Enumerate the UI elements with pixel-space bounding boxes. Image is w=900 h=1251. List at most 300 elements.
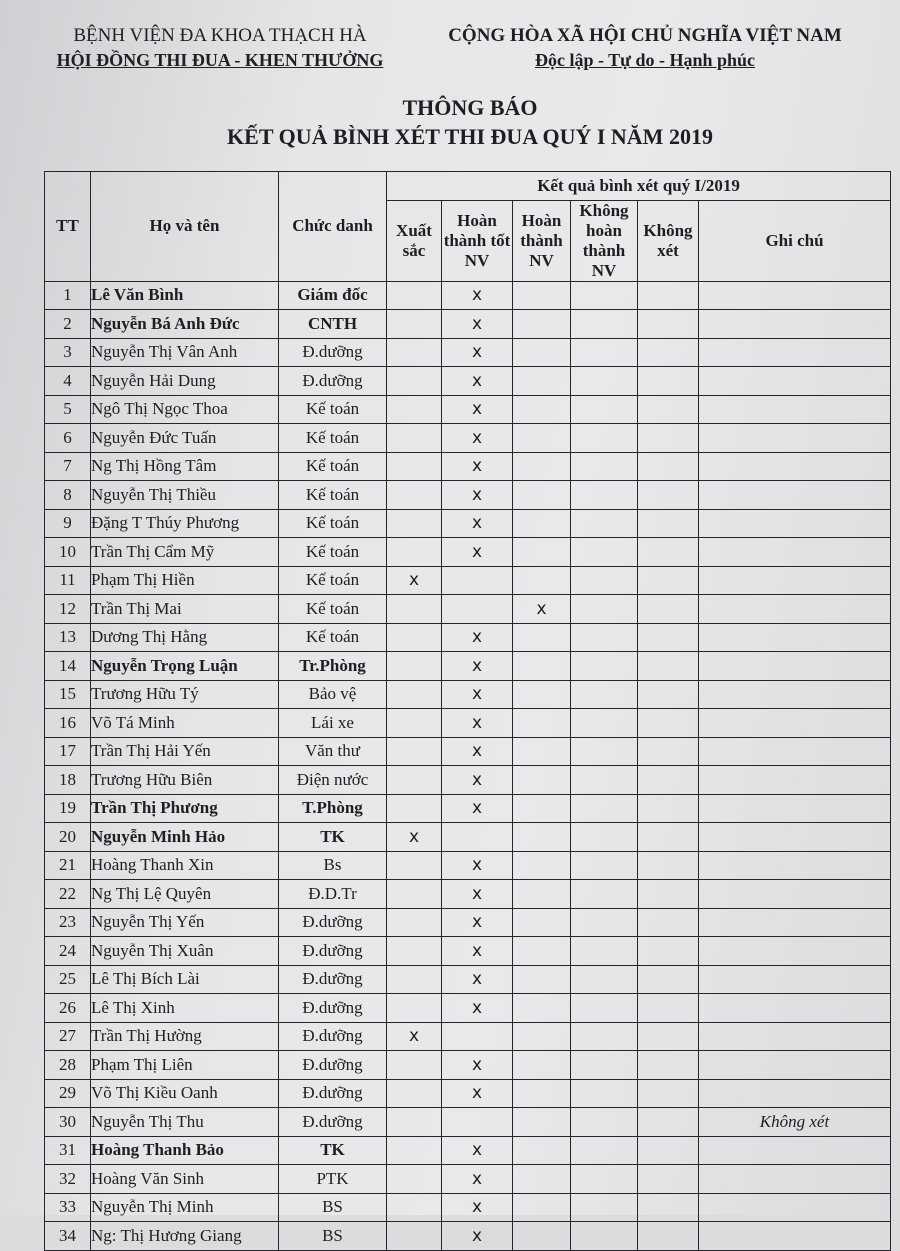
- row-number: 25: [45, 965, 91, 994]
- mark-excellent: [387, 395, 442, 424]
- mark-good: x: [442, 965, 513, 994]
- mark-complete: [513, 424, 571, 453]
- mark-complete: [513, 1022, 571, 1051]
- job-title: Kế toán: [279, 566, 387, 595]
- job-title: CNTH: [279, 310, 387, 339]
- col-header-good: Hoàn thành tốt NV: [442, 200, 513, 281]
- mark-complete: [513, 937, 571, 966]
- mark-not-assessed: [638, 310, 699, 339]
- mark-excellent: x: [387, 823, 442, 852]
- table-row: [45, 1022, 891, 1051]
- job-title: Đ.dưỡng: [279, 338, 387, 367]
- mark-good: x: [442, 538, 513, 567]
- row-number: 17: [45, 737, 91, 766]
- mark-not-assessed: [638, 680, 699, 709]
- mark-not-assessed: [638, 794, 699, 823]
- mark-complete: [513, 880, 571, 909]
- note-cell: [699, 1136, 891, 1165]
- mark-incomplete: [571, 281, 638, 310]
- job-title: Kế toán: [279, 452, 387, 481]
- col-header-name: Họ và tên: [91, 172, 279, 282]
- row-number: 10: [45, 538, 91, 567]
- country-name: CỘNG HÒA XÃ HỘI CHỦ NGHĨA VIỆT NAM: [448, 25, 842, 46]
- job-title: TK: [279, 1136, 387, 1165]
- national-motto: Độc lập - Tự do - Hạnh phúc: [534, 50, 756, 70]
- note-cell: [699, 481, 891, 510]
- mark-excellent: x: [387, 566, 442, 595]
- job-title: PTK: [279, 1165, 387, 1194]
- mark-excellent: [387, 595, 442, 624]
- table-row: [45, 823, 891, 852]
- note-cell: [699, 623, 891, 652]
- mark-incomplete: [571, 737, 638, 766]
- employee-name: Trần Thị Hải Yến: [91, 737, 279, 766]
- mark-incomplete: [571, 880, 638, 909]
- table-row: [45, 367, 891, 396]
- mark-incomplete: [571, 1022, 638, 1051]
- row-number: 23: [45, 908, 91, 937]
- note-cell: [699, 367, 891, 396]
- employee-name: Ngô Thị Ngọc Thoa: [91, 395, 279, 424]
- mark-incomplete: [571, 1108, 638, 1137]
- mark-incomplete: [571, 851, 638, 880]
- employee-name: Phạm Thị Hiền: [91, 566, 279, 595]
- mark-complete: [513, 965, 571, 994]
- mark-not-assessed: [638, 395, 699, 424]
- table-row: [45, 766, 891, 795]
- mark-excellent: [387, 1108, 442, 1137]
- note-cell: [699, 509, 891, 538]
- mark-good: x: [442, 623, 513, 652]
- mark-excellent: [387, 994, 442, 1023]
- mark-not-assessed: [638, 965, 699, 994]
- employee-name: Trần Thị Mai: [91, 595, 279, 624]
- mark-excellent: [387, 1051, 442, 1080]
- row-number: 29: [45, 1079, 91, 1108]
- job-title: BS: [279, 1222, 387, 1251]
- note-cell: [699, 737, 891, 766]
- table-row: [45, 908, 891, 937]
- note-cell: [699, 1079, 891, 1108]
- mark-incomplete: [571, 481, 638, 510]
- council-name: HỘI ĐỒNG THI ĐUA - KHEN THƯỞNG: [56, 50, 384, 70]
- mark-good: x: [442, 994, 513, 1023]
- mark-incomplete: [571, 1136, 638, 1165]
- mark-not-assessed: [638, 994, 699, 1023]
- mark-incomplete: [571, 1051, 638, 1080]
- mark-incomplete: [571, 395, 638, 424]
- notice-title: [0, 94, 900, 152]
- table-row: [45, 1136, 891, 1165]
- employee-name: Phạm Thị Liên: [91, 1051, 279, 1080]
- mark-not-assessed: [638, 823, 699, 852]
- mark-complete: [513, 367, 571, 396]
- col-header-note: Ghi chú: [699, 200, 891, 281]
- row-number: 24: [45, 937, 91, 966]
- mark-excellent: x: [387, 1022, 442, 1051]
- employee-name: Lê Thị Bích Lài: [91, 965, 279, 994]
- row-number: 3: [45, 338, 91, 367]
- mark-incomplete: [571, 338, 638, 367]
- table-body: [45, 281, 891, 1250]
- mark-excellent: [387, 851, 442, 880]
- job-title: Kế toán: [279, 509, 387, 538]
- job-title: Đ.dưỡng: [279, 1022, 387, 1051]
- mark-good: x: [442, 367, 513, 396]
- row-number: 12: [45, 595, 91, 624]
- mark-complete: [513, 709, 571, 738]
- employee-name: Nguyễn Minh Hảo: [91, 823, 279, 852]
- mark-excellent: [387, 481, 442, 510]
- job-title: Đ.dưỡng: [279, 1108, 387, 1137]
- employee-name: Trương Hữu Biên: [91, 766, 279, 795]
- mark-good: x: [442, 1051, 513, 1080]
- mark-not-assessed: [638, 538, 699, 567]
- table-row: [45, 652, 891, 681]
- row-number: 15: [45, 680, 91, 709]
- row-number: 6: [45, 424, 91, 453]
- mark-complete: [513, 908, 571, 937]
- table-row: [45, 880, 891, 909]
- mark-incomplete: [571, 908, 638, 937]
- mark-excellent: [387, 509, 442, 538]
- table-row: [45, 851, 891, 880]
- mark-good: [442, 823, 513, 852]
- mark-good: x: [442, 1136, 513, 1165]
- table-row: [45, 538, 891, 567]
- mark-excellent: [387, 766, 442, 795]
- job-title: Đ.dưỡng: [279, 937, 387, 966]
- job-title: TK: [279, 823, 387, 852]
- mark-good: x: [442, 766, 513, 795]
- employee-name: Lê Văn Bình: [91, 281, 279, 310]
- job-title: Kế toán: [279, 538, 387, 567]
- note-cell: [699, 880, 891, 909]
- employee-name: Nguyễn Bá Anh Đức: [91, 310, 279, 339]
- mark-not-assessed: [638, 509, 699, 538]
- employee-name: Nguyễn Thị Minh: [91, 1193, 279, 1222]
- row-number: 4: [45, 367, 91, 396]
- table-row: [45, 452, 891, 481]
- note-cell: [699, 281, 891, 310]
- mark-incomplete: [571, 1165, 638, 1194]
- table-row: [45, 481, 891, 510]
- mark-good: [442, 1022, 513, 1051]
- mark-excellent: [387, 965, 442, 994]
- employee-name: Nguyễn Thị Thu: [91, 1108, 279, 1137]
- job-title: Kế toán: [279, 424, 387, 453]
- mark-good: x: [442, 1222, 513, 1251]
- employee-name: Trần Thị Phương: [91, 794, 279, 823]
- row-number: 32: [45, 1165, 91, 1194]
- mark-complete: [513, 994, 571, 1023]
- job-title: Đ.D.Tr: [279, 880, 387, 909]
- mark-incomplete: [571, 1222, 638, 1251]
- table-row: [45, 566, 891, 595]
- job-title: Đ.dưỡng: [279, 908, 387, 937]
- job-title: Kế toán: [279, 623, 387, 652]
- note-cell: [699, 994, 891, 1023]
- job-title: Kế toán: [279, 595, 387, 624]
- table-row: [45, 1051, 891, 1080]
- employee-name: Đặng T Thúy Phương: [91, 509, 279, 538]
- mark-incomplete: [571, 766, 638, 795]
- employee-name: Trần Thị Hường: [91, 1022, 279, 1051]
- row-number: 28: [45, 1051, 91, 1080]
- job-title: Điện nước: [279, 766, 387, 795]
- mark-excellent: [387, 737, 442, 766]
- mark-not-assessed: [638, 338, 699, 367]
- note-cell: Không xét: [699, 1108, 891, 1137]
- table-row: [45, 1079, 891, 1108]
- mark-excellent: [387, 680, 442, 709]
- mark-not-assessed: [638, 1051, 699, 1080]
- note-cell: [699, 680, 891, 709]
- results-table: [44, 171, 891, 1251]
- note-cell: [699, 566, 891, 595]
- mark-excellent: [387, 1193, 442, 1222]
- mark-excellent: [387, 709, 442, 738]
- row-number: 1: [45, 281, 91, 310]
- row-number: 34: [45, 1222, 91, 1251]
- col-header-tt: TT: [45, 172, 91, 282]
- mark-not-assessed: [638, 652, 699, 681]
- table-row: [45, 994, 891, 1023]
- mark-good: [442, 566, 513, 595]
- mark-excellent: [387, 1165, 442, 1194]
- mark-good: [442, 595, 513, 624]
- mark-not-assessed: [638, 1079, 699, 1108]
- mark-excellent: [387, 367, 442, 396]
- job-title: T.Phòng: [279, 794, 387, 823]
- job-title: Lái xe: [279, 709, 387, 738]
- mark-complete: [513, 566, 571, 595]
- table-row: [45, 1222, 891, 1251]
- mark-incomplete: [571, 367, 638, 396]
- employee-name: Nguyễn Thị Vân Anh: [91, 338, 279, 367]
- mark-excellent: [387, 452, 442, 481]
- note-cell: [699, 424, 891, 453]
- job-title: Bs: [279, 851, 387, 880]
- mark-incomplete: [571, 509, 638, 538]
- mark-complete: [513, 1165, 571, 1194]
- employee-name: Dương Thị Hằng: [91, 623, 279, 652]
- employee-name: Ng Thị Lệ Quyên: [91, 880, 279, 909]
- mark-excellent: [387, 281, 442, 310]
- job-title: Đ.dưỡng: [279, 965, 387, 994]
- mark-good: x: [442, 395, 513, 424]
- mark-complete: [513, 1136, 571, 1165]
- row-number: 33: [45, 1193, 91, 1222]
- mark-not-assessed: [638, 908, 699, 937]
- note-cell: [699, 851, 891, 880]
- mark-incomplete: [571, 937, 638, 966]
- mark-complete: [513, 794, 571, 823]
- row-number: 8: [45, 481, 91, 510]
- mark-complete: [513, 623, 571, 652]
- mark-good: x: [442, 709, 513, 738]
- mark-not-assessed: [638, 367, 699, 396]
- row-number: 9: [45, 509, 91, 538]
- table-row: [45, 338, 891, 367]
- row-number: 21: [45, 851, 91, 880]
- job-title: Kế toán: [279, 481, 387, 510]
- mark-incomplete: [571, 994, 638, 1023]
- mark-complete: [513, 310, 571, 339]
- mark-complete: [513, 1222, 571, 1251]
- row-number: 31: [45, 1136, 91, 1165]
- title-line-2: KẾT QUẢ BÌNH XÉT THI ĐUA QUÝ I NĂM 2019: [227, 124, 713, 149]
- mark-not-assessed: [638, 851, 699, 880]
- mark-complete: [513, 737, 571, 766]
- note-cell: [699, 1022, 891, 1051]
- row-number: 7: [45, 452, 91, 481]
- hospital-name: BỆNH VIỆN ĐA KHOA THẠCH HÀ: [73, 25, 367, 46]
- mark-incomplete: [571, 538, 638, 567]
- row-number: 27: [45, 1022, 91, 1051]
- mark-not-assessed: [638, 595, 699, 624]
- mark-incomplete: [571, 566, 638, 595]
- mark-complete: [513, 481, 571, 510]
- job-title: Văn thư: [279, 737, 387, 766]
- mark-not-assessed: [638, 766, 699, 795]
- job-title: Đ.dưỡng: [279, 1079, 387, 1108]
- mark-excellent: [387, 338, 442, 367]
- mark-good: x: [442, 424, 513, 453]
- employee-name: Võ Thị Kiều Oanh: [91, 1079, 279, 1108]
- mark-complete: [513, 281, 571, 310]
- mark-good: x: [442, 937, 513, 966]
- mark-good: x: [442, 737, 513, 766]
- employee-name: Nguyễn Thị Thiều: [91, 481, 279, 510]
- mark-excellent: [387, 1079, 442, 1108]
- job-title: Bảo vệ: [279, 680, 387, 709]
- row-number: 22: [45, 880, 91, 909]
- col-header-excellent: Xuất sắc: [387, 200, 442, 281]
- row-number: 26: [45, 994, 91, 1023]
- mark-good: x: [442, 652, 513, 681]
- row-number: 5: [45, 395, 91, 424]
- mark-complete: [513, 1079, 571, 1108]
- mark-not-assessed: [638, 1222, 699, 1251]
- mark-good: x: [442, 1193, 513, 1222]
- national-header: [430, 24, 860, 72]
- employee-name: Nguyễn Thị Yến: [91, 908, 279, 937]
- mark-incomplete: [571, 652, 638, 681]
- table-row: [45, 424, 891, 453]
- job-title: Kế toán: [279, 395, 387, 424]
- note-cell: [699, 1165, 891, 1194]
- note-cell: [699, 595, 891, 624]
- org-header: [40, 24, 400, 72]
- employee-name: Nguyễn Thị Xuân: [91, 937, 279, 966]
- employee-name: Ng: Thị Hương Giang: [91, 1222, 279, 1251]
- job-title: BS: [279, 1193, 387, 1222]
- mark-not-assessed: [638, 623, 699, 652]
- mark-incomplete: [571, 452, 638, 481]
- mark-good: x: [442, 1165, 513, 1194]
- note-cell: [699, 1193, 891, 1222]
- employee-name: Trần Thị Cẩm Mỹ: [91, 538, 279, 567]
- row-number: 13: [45, 623, 91, 652]
- table-row: [45, 509, 891, 538]
- mark-excellent: [387, 794, 442, 823]
- mark-not-assessed: [638, 566, 699, 595]
- mark-not-assessed: [638, 737, 699, 766]
- mark-not-assessed: [638, 1165, 699, 1194]
- mark-good: x: [442, 338, 513, 367]
- mark-incomplete: [571, 1193, 638, 1222]
- table-row: [45, 709, 891, 738]
- note-cell: [699, 310, 891, 339]
- mark-complete: [513, 851, 571, 880]
- employee-name: Nguyễn Hải Dung: [91, 367, 279, 396]
- note-cell: [699, 965, 891, 994]
- row-number: 19: [45, 794, 91, 823]
- mark-not-assessed: [638, 424, 699, 453]
- row-number: 2: [45, 310, 91, 339]
- note-cell: [699, 452, 891, 481]
- mark-complete: [513, 1051, 571, 1080]
- employee-name: Hoàng Văn Sinh: [91, 1165, 279, 1194]
- title-line-1: THÔNG BÁO: [402, 95, 538, 120]
- mark-incomplete: [571, 1079, 638, 1108]
- note-cell: [699, 1051, 891, 1080]
- row-number: 14: [45, 652, 91, 681]
- mark-incomplete: [571, 794, 638, 823]
- note-cell: [699, 1222, 891, 1251]
- row-number: 16: [45, 709, 91, 738]
- mark-not-assessed: [638, 1108, 699, 1137]
- mark-incomplete: [571, 595, 638, 624]
- mark-complete: [513, 509, 571, 538]
- table-row: [45, 623, 891, 652]
- col-header-title: Chức danh: [279, 172, 387, 282]
- mark-not-assessed: [638, 452, 699, 481]
- employee-name: Hoàng Thanh Bảo: [91, 1136, 279, 1165]
- mark-complete: [513, 680, 571, 709]
- job-title: Tr.Phòng: [279, 652, 387, 681]
- col-header-group: Kết quả bình xét quý I/2019: [387, 172, 891, 201]
- table-row: [45, 1165, 891, 1194]
- mark-not-assessed: [638, 1193, 699, 1222]
- employee-name: Nguyễn Trọng Luận: [91, 652, 279, 681]
- table-row: [45, 281, 891, 310]
- mark-complete: [513, 452, 571, 481]
- mark-good: x: [442, 851, 513, 880]
- mark-excellent: [387, 623, 442, 652]
- employee-name: Ng Thị Hồng Tâm: [91, 452, 279, 481]
- mark-not-assessed: [638, 1136, 699, 1165]
- mark-good: x: [442, 680, 513, 709]
- table-row: [45, 794, 891, 823]
- col-header-incomplete: Không hoàn thành NV: [571, 200, 638, 281]
- col-header-complete: Hoàn thành NV: [513, 200, 571, 281]
- mark-good: x: [442, 452, 513, 481]
- mark-incomplete: [571, 823, 638, 852]
- table-row: [45, 1193, 891, 1222]
- employee-name: Nguyễn Đức Tuấn: [91, 424, 279, 453]
- mark-incomplete: [571, 623, 638, 652]
- job-title: Giám đốc: [279, 281, 387, 310]
- job-title: Đ.dưỡng: [279, 1051, 387, 1080]
- mark-complete: x: [513, 595, 571, 624]
- note-cell: [699, 652, 891, 681]
- mark-incomplete: [571, 424, 638, 453]
- mark-excellent: [387, 652, 442, 681]
- table-row: [45, 595, 891, 624]
- mark-excellent: [387, 908, 442, 937]
